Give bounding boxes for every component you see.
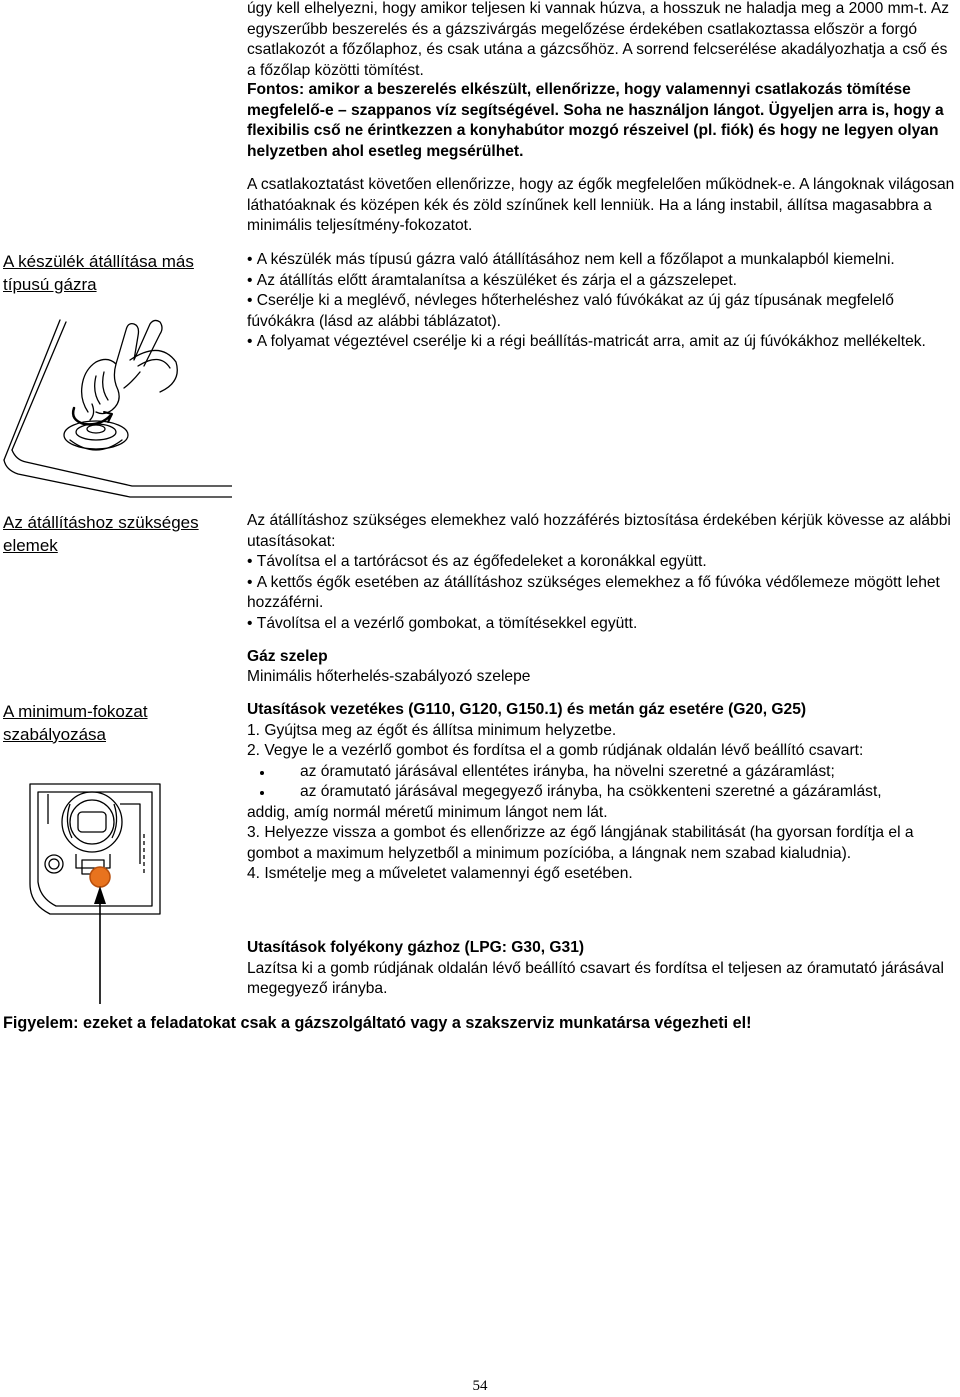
list-item: • Távolítsa el a tartórácsot és az égőfedeleket a koronákkal együtt. [247,552,959,573]
gas-valve-heading: Gáz szelep [247,648,328,665]
page-number: 54 [472,1378,488,1394]
step-2: 2. Vegye le a vezérlő gombot és fordítsa el a gomb rúdjának oldalán lévő beállító csavart: [247,742,864,759]
list-item: • A készülék más típusú gázra való átállításához nem kell a főzőlapot a munkalapból kiemelni. [247,250,959,271]
footer-warning: Figyelem: ezeket a feladatokat csak a gázszolgáltató vagy a szakszerviz munkatársa végezheti el! [3,1014,752,1032]
list-item: • Távolítsa el a vezérlő gombokat, a tömítésekkel együtt. [247,614,959,635]
list-item: • A kettős égők esetében az átállításhoz szükséges elemekhez a fő fúvóka védőlemeze mögött lehet hozzáférni. [247,573,959,614]
list-item: • Cserélje ki a meglévő, névleges hőterheléshez való fúvókákat az új gáz típusának megfelelő fúvókákra (lásd az alábbi táblázatot). [247,291,959,332]
lpg-text [247,938,959,1000]
list-item: • Az átállítás előtt áramtalanítsa a készüléket és zárja el a gázszelepet. [247,271,959,292]
list-item: az óramutató járásával ellentétes irányba, ha növelni szeretné a gázáramlást; [247,762,959,783]
installation-warning: Fontos: amikor a beszerelés elkészült, ellenőrizze, hogy valamennyi csatlakozás tömítése megfelelő-e – szappanos víz segítségével. Soha ne használjon lángot. Ügyeljen arra is, hogy a flexibilis cső ne érintkezzen a konyhabútor mozgó részeivel (pl. fiók) és hogy ne legyen olyan helyzetben ahol esetleg megsérülhet. [247,81,944,160]
valve-illustration [20,764,180,1004]
minimum-adjustment-text [247,700,959,885]
natural-gas-heading: Utasítások vezetékes (G110, G120, G150.1) és metán gáz esetére (G20, G25) [247,701,807,718]
gas-valve-subtitle: Minimális hőterhelés-szabályozó szelepe [247,668,531,685]
burner-removal-illustration [0,300,232,500]
lpg-heading: Utasítások folyékony gázhoz (LPG: G30, G31) [247,939,585,956]
intro-paragraph: úgy kell elhelyezni, hogy amikor teljesen ki vannak húzva, a hosszuk ne haladja meg a 2000 mm-t. Az egyszerűbb beszerelés és a gázszivárgás megelőzése érdekében csatlakoztassa először a forgó csatlakozót a főzőlaphoz, és csak utána a gázcsőhöz. A sorrend felcserélése akadályozhatja a cső és a főzőlap közötti tömítést. [247,0,950,79]
list-item: az óramutató járásával megegyező irányba, ha csökkenteni szeretné a gázáramlást, [247,782,959,803]
section-title-gas-conversion: A készülék átállítása más típusú gázra [3,252,194,294]
section-title-minimum-adjustment: A minimum-fokozat szabályozása [3,702,148,744]
section-title-conversion-elements: Az átállításhoz szükséges elemek [3,513,199,555]
arrow-up-icon [94,886,106,904]
conversion-elements-text [247,511,959,634]
conversion-intro: Az átállításhoz szükséges elemekhez való hozzáférés biztosítása érdekében kérjük kövesse az alábbi utasításokat: [247,512,951,550]
burner-check-paragraph: A csatlakoztatást követően ellenőrizze, hogy az égők megfelelően működnek-e. A lángoknak világosan láthatóaknak és középen kék és zöld színűnek kell lenniük. Ha a láng instabil, állítsa magasabbra a minimális teljesítmény-fokozatot. [247,176,955,234]
until-text: addig, amíg normál méretű minimum lángot nem lát. [247,803,608,821]
adjustment-screw-icon [90,867,110,887]
step-1: 1. Gyújtsa meg az égőt és állítsa minimum helyzetbe. [247,721,617,739]
step-4: 4. Ismételje meg a műveletet valamennyi égő esetében. [247,865,633,882]
direction-list [247,762,959,803]
step-3: 3. Helyezze vissza a gombot és ellenőrizze az égő lángjának stabilitását (ha gyorsan fordítja el a gombot a maximum helyzetből a minimum pozícióba, a lángnak nem szabad kialudnia). [247,824,914,862]
list-item: • A folyamat végeztével cserélje ki a régi beállítás-matricát arra, amit az új fúvókákhoz mellékeltek. [247,332,959,353]
gas-conversion-list [247,250,959,353]
lpg-instructions: Lazítsa ki a gomb rúdjának oldalán lévő beállító csavart és fordítsa el teljesen az óramutató járásával megegyező irányba. [247,959,944,997]
